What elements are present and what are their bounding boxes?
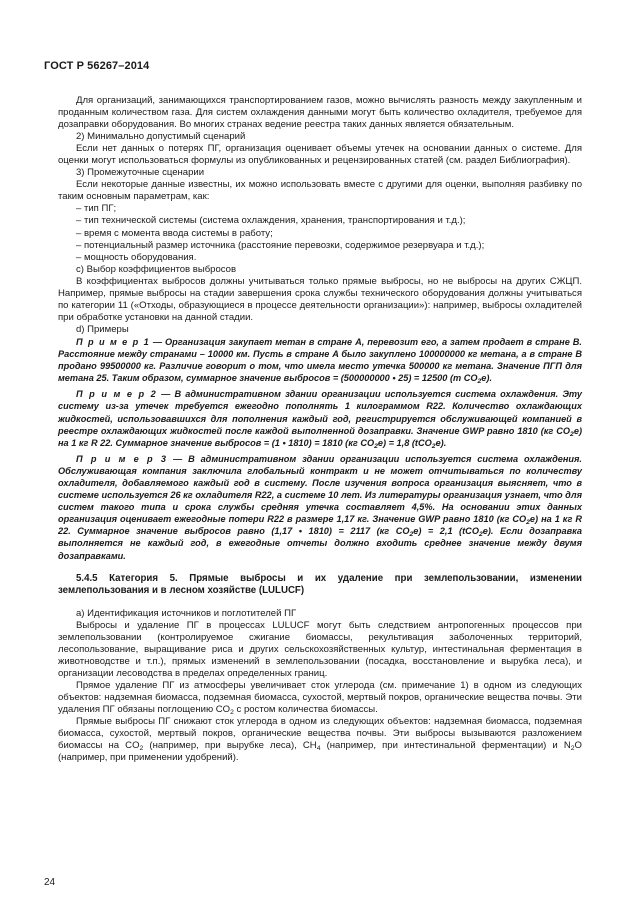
paragraph: Если некоторые данные известны, их можно использовать вместе с другими для оценки, выполняя разбивку по таким основным параметрам, как:	[58, 179, 582, 203]
standard-header: ГОСТ Р 56267–2014	[44, 60, 150, 72]
example-2: П р и м е р 2 — В административном здании организации используется система охлаждения. Эту систему из-за утечек требуется ежегодно пополнять 1 килограммом R22. Количество охлаждающих жидкостей, использовавшихся для пополнения каждый год, регистрируется обслуживающей компанией в реестре охлаждающих жидкостей после каждой выполненной дозаправки. Значение GWP равно 1810 (кг $CO_2e$) на 1 кг R 22. Суммарное значение выбросов = (1 • 1810) = 1810 (кг $CO_2e) = 1,8$ (tCO$_2$e).	[58, 389, 582, 450]
page-number: 24	[44, 877, 56, 888]
example-1: П р и м е р 1 — Организация закупает метан в стране A, перевозит его, а затем продает в стране B. Расстояние между странами – 10000 км. Пусть в стране A было закуплено 100000000 кг метана, а в стране B продано 99500000 кг. Различие говорит о том, что имела место утечка 500000 кг метана. Значение ПГП для метана 25. Таким образом, суммарное значение выбросов = (500000000 • 25) = 12500 (т $CO_2e$).	[58, 336, 582, 386]
section-heading: 5.4.5 Категория 5. Прямые выбросы и их удаление при землепользовании, изменении землепользования и в лесном хозяйстве (LULUCF)	[58, 572, 582, 596]
example-label: П р и м е р 1	[76, 336, 150, 347]
list-item: – потенциальный размер источника (расстояние перевозки, содержимое резервуара и т.д.);	[76, 239, 485, 251]
list-item: – тип ПГ;	[76, 203, 117, 215]
paragraph: Для организаций, занимающихся транспортированием газов, можно вычислять разность между закупленным и проданным количеством газа. Для систем охлаждения данными могут быть количество охладителя, требуемое для дозаправки оборудования. Во многих странах ведение реестра таких данных является обязательным.	[58, 95, 582, 131]
list-item: – мощность оборудования.	[76, 251, 197, 263]
paragraph: Прямое удаление ПГ из атмосферы увеличивает сток углерода (см. примечание 1) в одном из следующих объектов: надземная биомасса, подземная биомасса, сухостой, мертвый покров, органические вещества почвы. Эти удаления ПГ обязаны поглощению $CO_2$ с ростом количества биомассы.	[58, 680, 582, 717]
paragraph: Выбросы и удаление ПГ в процессах LULUCF могут быть следствием антропогенных процессов при землепользовании (контролируемое сжигание биомассы, рекультивация заболоченных территорий, лесопользование, выращивание риса и других сельскохозяйственных культур, интестинальная ферментация в животноводстве и т.п.), прямых изменений в землепользовании (посадка, восстановление и вырубка леса), и организации лесоводства в пределах определенных границ.	[58, 619, 582, 679]
scenario-heading: 3) Промежуточные сценарии	[76, 167, 205, 179]
subsection-heading: a) Идентификация источников и поглотителей ПГ	[76, 607, 297, 619]
example-label: П р и м е р 3	[76, 453, 168, 464]
subsection-heading: d) Примеры	[76, 323, 129, 335]
paragraph: В коэффициентах выбросов должны учитываться только прямые выбросы, но не выбросы на других СЖЦП. Например, прямые выбросы на стадии завершения срока службы технического оборудования должны учитываться по категории 11 («Отходы, образующиеся в процессе деятельности организации»): например, выбросы охладителей при обработке установки на данной стадии.	[58, 275, 582, 323]
list-item: – время с момента ввода системы в работу;	[76, 227, 273, 239]
example-label: П р и м е р 2	[76, 389, 157, 400]
subsection-heading: c) Выбор коэффициентов выбросов	[76, 263, 237, 275]
scenario-heading: 2) Минимально допустимый сценарий	[76, 131, 246, 143]
list-item: – тип технической системы (система охлаждения, хранения, транспортирования и т.д.);	[76, 215, 466, 227]
example-3: П р и м е р 3 — В административном здании организации используется система охлаждения. Обслуживающая компания заключила глобальный контракт и не может отчитываться по количеству охладителя, добавляемого каждый год в систему. После изучения вопроса организация выясняет, что в системе используется 26 кг охладителя R22, а системе 10 лет. Из литературы организация узнает, что для систем такого типа и срока службы средняя утечка составляет 4,5%. На основании этих данных организация оценивает ежегодные потери R22 в размере 1,17 кг. Значение GWP равно 1810 (кг $CO_2e$) на 1 кг R 22. Суммарное значение выбросов равно (1,17 • 1810) = 2117 (кг $CO_2e) = 2,1$ (tCO$_2$e). Если дозаправка выполняется не каждый год, в ежегодные отчеты должно входить среднее значение между двумя дозаправками.	[58, 453, 582, 561]
paragraph: Если нет данных о потерях ПГ, организация оценивает объемы утечек на основании данных о системе. Для оценки могут использоваться формулы из опубликованных и рецензированных статей (см. раздел Библиография).	[58, 143, 582, 167]
page-body	[58, 95, 582, 764]
paragraph: Прямые выбросы ПГ снижают сток углерода в одном из следующих объектов: надземная биомасса, подземная биомасса, сухостой, мертвый покров, органические вещества почвы. Эти выбросы вызываются разложением биомассы на $CO_2$ (например, при вырубке леса), $CH_4$ (например, при интестинальной ферментации) и $N_2O$ (например, при применении удобрений).	[58, 716, 582, 764]
